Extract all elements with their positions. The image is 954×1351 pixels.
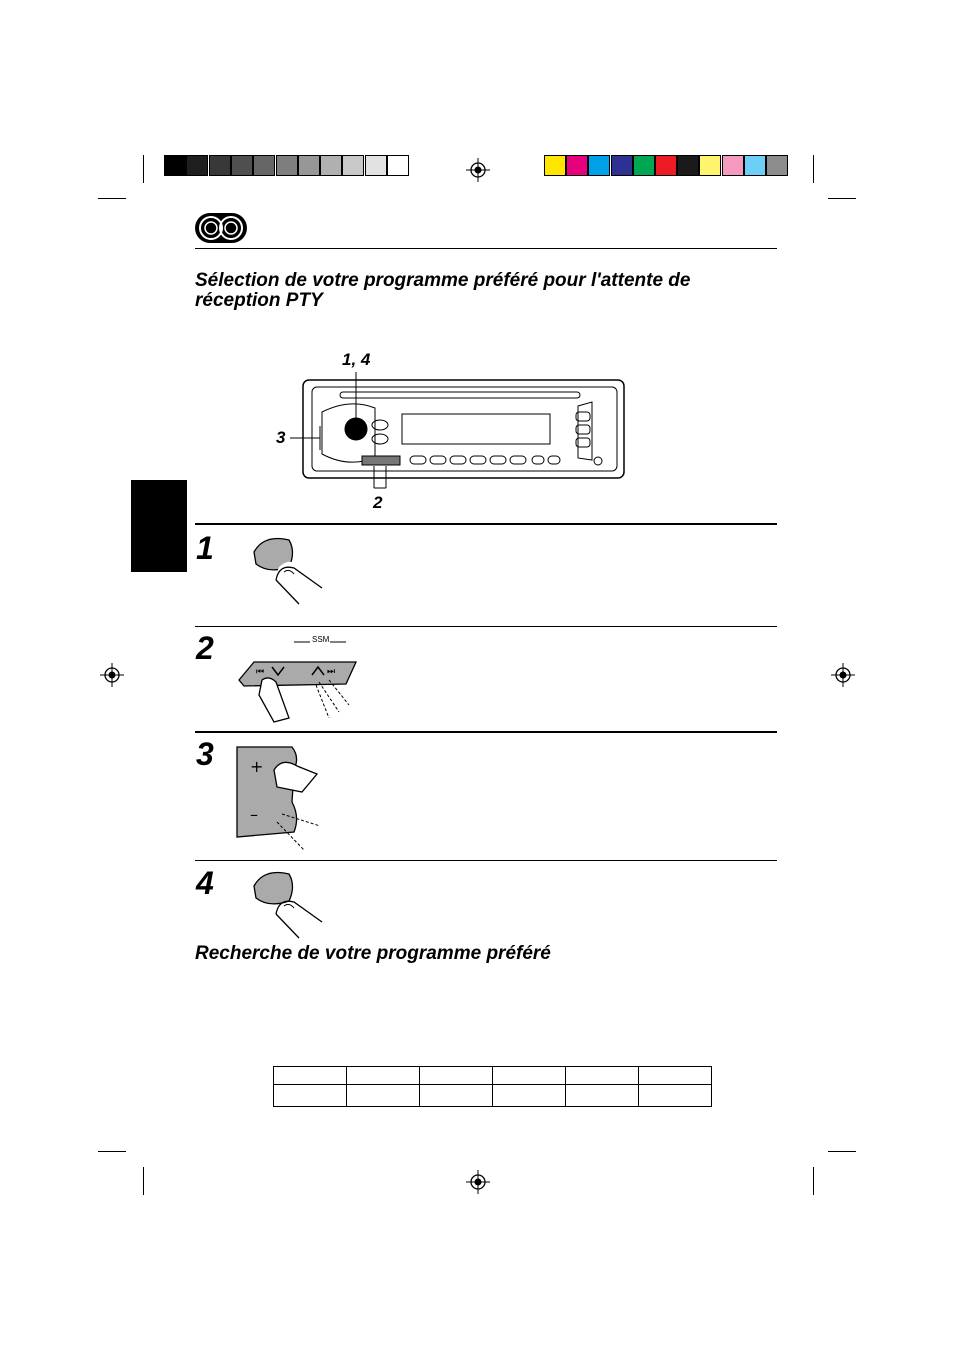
callout-2: 2 (373, 493, 383, 512)
gray-swatch (365, 155, 387, 176)
table-cell (566, 1067, 639, 1085)
rds-section-icon (195, 213, 247, 243)
header-rule (195, 248, 777, 249)
volume-buttons-illustration (232, 742, 332, 857)
crop-mark (98, 1151, 126, 1152)
table-cell (420, 1085, 493, 1107)
section-title: Sélection de votre programme préféré pour l'attente de réception PTY (195, 270, 691, 311)
color-swatch (633, 155, 655, 176)
color-swatch (766, 155, 788, 176)
table-cell (347, 1067, 420, 1085)
callout-1-4: 1, 4 (342, 350, 371, 369)
color-swatch (588, 155, 610, 176)
color-swatch (699, 155, 721, 176)
step-1-number: 1 (196, 530, 214, 566)
color-swatch (544, 155, 566, 176)
table-row (274, 1085, 712, 1107)
gray-swatch (387, 155, 409, 176)
crop-mark (98, 198, 126, 199)
crop-mark (828, 198, 856, 199)
press-button-illustration (244, 866, 334, 941)
registration-mark-icon (100, 663, 124, 687)
step-rule (195, 626, 777, 627)
registration-mark-icon (831, 663, 855, 687)
registration-mark-icon (466, 158, 490, 182)
crop-mark (813, 155, 814, 183)
step-rule (195, 731, 777, 733)
color-swatch (611, 155, 633, 176)
step-rule (195, 860, 777, 861)
step-3-number: 3 (196, 736, 214, 772)
color-swatch (722, 155, 744, 176)
pty-table (273, 1066, 712, 1107)
gray-swatch (164, 155, 186, 176)
seek-buttons-illustration (234, 640, 364, 725)
gray-swatch (320, 155, 342, 176)
svg-text:⏮: ⏮ (256, 667, 265, 677)
color-swatch (744, 155, 766, 176)
gray-swatch (231, 155, 253, 176)
table-cell (493, 1067, 566, 1085)
table-cell (420, 1067, 493, 1085)
plus-sign: + (250, 757, 264, 776)
crop-mark (143, 155, 144, 183)
gray-swatch (209, 155, 231, 176)
callout-3: 3 (276, 428, 286, 447)
table-cell (274, 1067, 347, 1085)
gray-swatch (298, 155, 320, 176)
crop-mark (143, 1167, 144, 1195)
step-2-number: 2 (196, 630, 214, 666)
crop-mark (813, 1167, 814, 1195)
svg-text:⏭: ⏭ (327, 667, 336, 677)
gray-swatch (253, 155, 275, 176)
gray-swatch (342, 155, 364, 176)
minus-sign: – (250, 805, 258, 824)
table-cell (639, 1067, 712, 1085)
faceplate-diagram (270, 350, 630, 515)
registration-mark-icon (466, 1170, 490, 1194)
gray-swatch (186, 155, 208, 176)
table-cell (493, 1085, 566, 1107)
step-rule (195, 523, 777, 525)
color-swatch (677, 155, 699, 176)
table-cell (347, 1085, 420, 1107)
table-cell (566, 1085, 639, 1107)
table-row (274, 1067, 712, 1085)
color-swatch (566, 155, 588, 176)
table-cell (274, 1085, 347, 1107)
gray-swatch (276, 155, 298, 176)
press-button-illustration (244, 532, 334, 607)
crop-mark (828, 1151, 856, 1152)
subsection-title: Recherche de votre programme préféré (195, 943, 551, 964)
color-swatch (655, 155, 677, 176)
ssm-label: SSM (312, 635, 330, 644)
step-4-number: 4 (196, 865, 214, 901)
language-tab (131, 480, 187, 572)
table-cell (639, 1085, 712, 1107)
